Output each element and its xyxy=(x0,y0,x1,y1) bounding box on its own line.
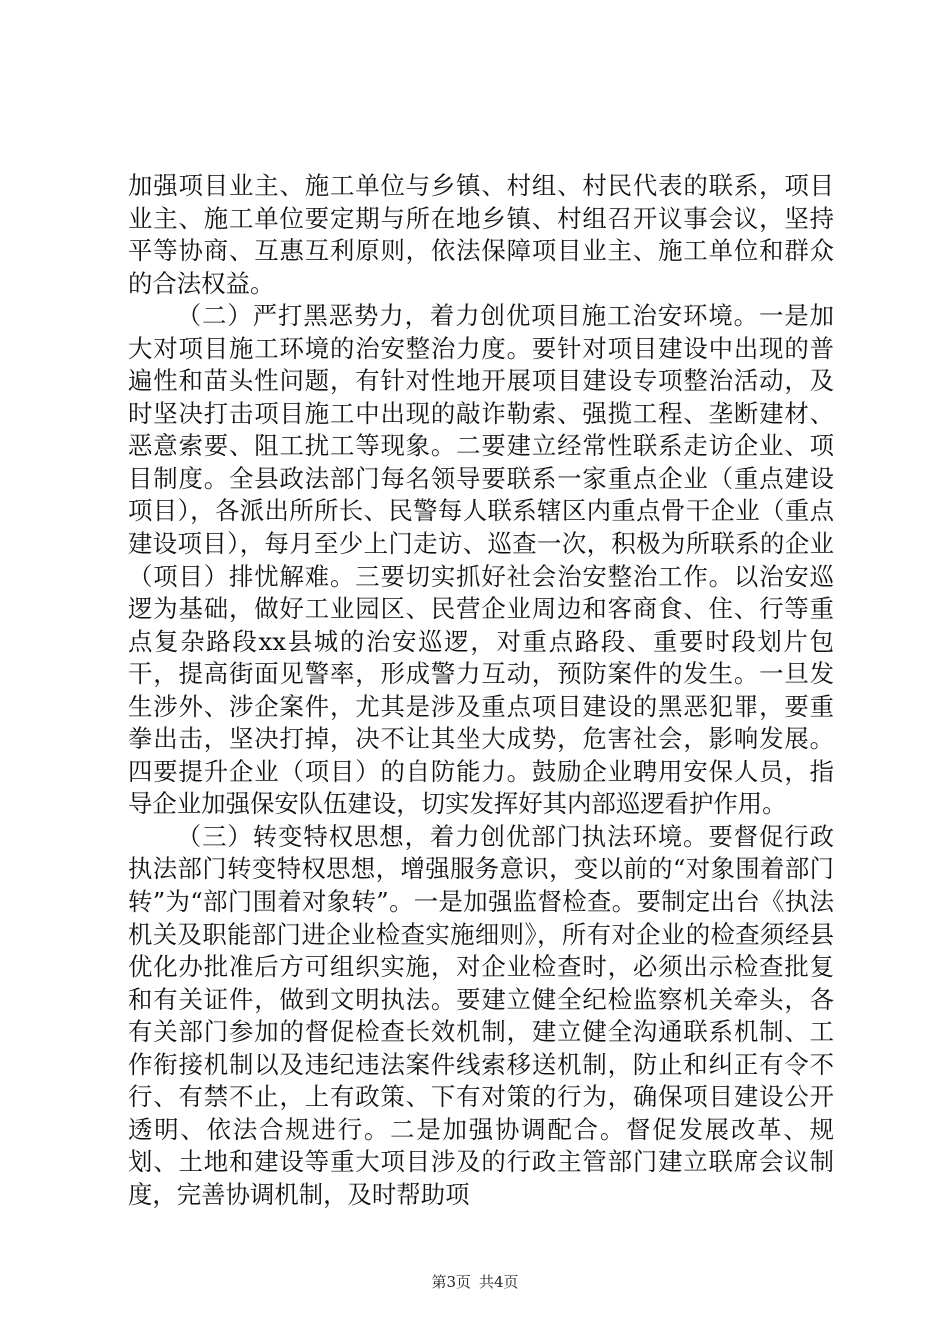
paragraph-continued: 加强项目业主、施工单位与乡镇、村组、村民代表的联系，项目业主、施工单位要定期与所在地乡镇、村组召开议事会议，坚持平等协商、互惠互利原则，依法保障项目业主、施工单位和群众的合法权益。 xyxy=(128,171,834,298)
paragraph-section-two: （二）严打黑恶势力，着力创优项目施工治安环境。一是加大对项目施工环境的治安整治力度。要针对项目建设中出现的普遍性和苗头性问题，有针对性地开展项目建设专项整治活动，及时坚决打击项目施工中出现的敲诈勒索、强揽工程、垄断建材、恶意索要、阻工扰工等现象。二要建立经常性联系走访企业、项目制度。全县政法部门每名领导要联系一家重点企业（重点建设项目），各派出所所长、民警每人联系辖区内重点骨干企业（重点建设项目），每月至少上门走访、巡查一次，积极为所联系的企业（项目）排忧解难。三要切实抓好社会治安整治工作。以治安巡逻为基础，做好工业园区、民营企业周边和客商食、住、行等重点复杂路段xx县城的治安巡逻，对重点路段、重要时段划片包干，提高街面见警率，形成警力互动，预防案件的发生。一旦发生涉外、涉企案件，尤其是涉及重点项目建设的黑恶犯罪，要重拳出击，坚决打掉，决不让其坐大成势，危害社会，影响发展。四要提升企业（项目）的自防能力。鼓励企业聘用安保人员，指导企业加强保安队伍建设，切实发挥好其内部巡逻看护作用。 xyxy=(128,301,834,819)
page-number: 第3页 xyxy=(431,1273,471,1291)
page-total: 共4页 xyxy=(479,1273,519,1291)
page-footer xyxy=(0,1272,950,1292)
document-body xyxy=(128,170,834,1212)
paragraph-section-three: （三）转变特权思想，着力创优部门执法环境。要督促行政执法部门转变特权思想，增强服务意识，变以前的“对象围着部门转”为“部门围着对象转”。一是加强监督检查。要制定出台《执法机关及职能部门进企业检查实施细则》，所有对企业的检查须经县优化办批准后方可组织实施，对企业检查时，必须出示检查批复和有关证件，做到文明执法。要建立健全纪检监察机关牵头，各有关部门参加的督促检查长效机制，建立健全沟通联系机制、工作衔接机制以及违纪违法案件线索移送机制，防止和纠正有令不行、有禁不止，上有政策、下有对策的行为，确保项目建设公开透明、依法合规进行。二是加强协调配合。督促发展改革、规划、土地和建设等重大项目涉及的行政主管部门建立联席会议制度，完善协调机制，及时帮助项 xyxy=(128,821,834,1209)
